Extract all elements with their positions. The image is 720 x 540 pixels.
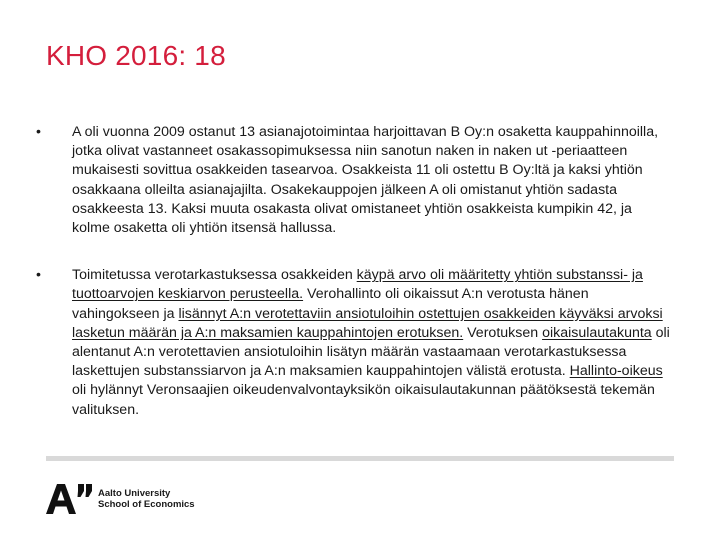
underlined-phrase: käypä arvo oli määritetty yhtiön substanssi- ja tuottoarvojen keskiarvon perusteella. [72, 267, 643, 303]
slide-title: KHO 2016: 18 [46, 40, 226, 71]
logo-line-university: Aalto University [98, 488, 171, 499]
bullet-marker: • [36, 124, 41, 140]
underlined-phrase: oikaisulautakunta [542, 324, 652, 341]
bullet-item-1 [36, 123, 676, 238]
text-run: oli alentanut A:n verotettavien ansiotuloihin lisätyn määrän vastaamaan verotarkastuksessa laskettujen substanssiarvon ja A:n maksamien kauppahintojen välistä erotusta. [72, 324, 670, 380]
footer-divider [46, 456, 674, 461]
text-run: Verohallinto oli oikaissut A:n verotusta hänen vahingokseen ja [72, 286, 589, 322]
underlined-phrase: lisännyt A:n verotettaviin ansiotuloihin ostettujen osakkeiden käyväksi arvoksi lasketun määrän ja A:n maksamien kauppahintojen erotuksen. [72, 305, 663, 341]
text-run: A oli vuonna 2009 ostanut 13 asianajotoimintaa harjoittavan B Oy:n osaketta kauppahinnoilla, jotka olivat vastanneet osakassopimuksessa niin sanotun naken in naken ut -periaatteen mukaisesti sovittua osakkeiden tasearvoa. Osakkeista 11 oli ostettu B Oy:ltä ja kaksi yhtiön osakkaana olleilta asianajajilta. Osakekauppojen jälkeen A oli omistanut yhtiön sadasta osakkeesta 13. Kaksi muuta osakasta olivat omistaneet yhtiön osakkeista kumpikin 42, ja kolme osaketta oli yhtiön itsensä hallussa. [72, 124, 659, 237]
text-run: Verotuksen [463, 324, 543, 341]
underlined-phrase: Hallinto-oikeus [569, 363, 663, 380]
bullet-text [72, 123, 672, 238]
bullet-item-2 [36, 266, 676, 420]
bullet-marker: • [36, 267, 41, 284]
bullet-text [72, 266, 672, 420]
logo-wordmark [98, 488, 195, 510]
aalto-a-quote-logo-icon [46, 484, 94, 514]
text-run: oli hylännyt Veronsaajien oikeudenvalvontayksikön oikaisulautakunnan päätöksestä tekemän valituksen. [72, 382, 655, 418]
logo-line-school: School of Economics [98, 499, 195, 510]
bullet-list [36, 123, 676, 420]
text-run: Toimitetussa verotarkastuksessa osakkeiden [72, 267, 357, 284]
aalto-logo [46, 484, 195, 514]
